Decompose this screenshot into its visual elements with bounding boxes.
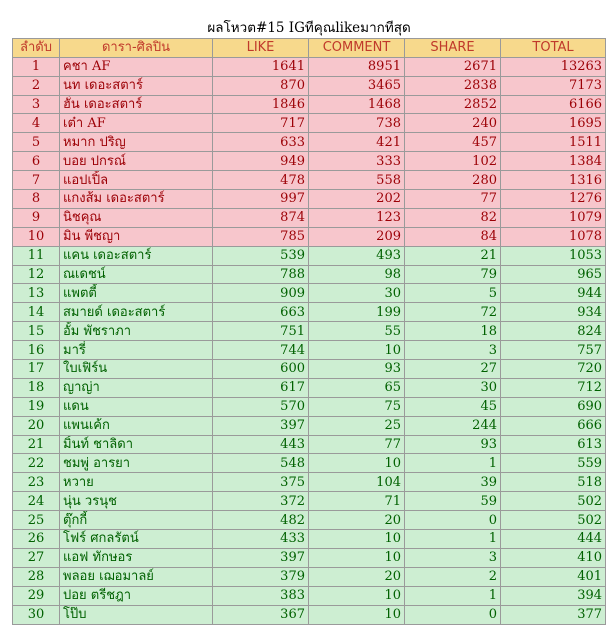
cell-share: 2 — [405, 567, 501, 586]
cell-comment: 421 — [309, 133, 405, 152]
results-table — [12, 20, 606, 625]
cell-like: 478 — [213, 171, 309, 190]
table-row — [13, 190, 606, 209]
cell-like: 785 — [213, 227, 309, 246]
cell-comment: 202 — [309, 190, 405, 209]
cell-rank: 25 — [13, 511, 60, 530]
cell-comment: 93 — [309, 360, 405, 379]
cell-rank: 24 — [13, 492, 60, 511]
cell-rank: 21 — [13, 435, 60, 454]
cell-comment: 71 — [309, 492, 405, 511]
cell-total: 377 — [501, 605, 606, 624]
cell-total: 410 — [501, 548, 606, 567]
cell-comment: 20 — [309, 567, 405, 586]
cell-name: แพนเค้ก — [60, 416, 213, 435]
cell-rank: 16 — [13, 341, 60, 360]
cell-name: สมายด์ เดอะสตาร์ — [60, 303, 213, 322]
cell-total: 7173 — [501, 76, 606, 95]
cell-rank: 15 — [13, 322, 60, 341]
cell-like: 367 — [213, 605, 309, 624]
cell-total: 1079 — [501, 208, 606, 227]
cell-total: 1316 — [501, 171, 606, 190]
cell-name: บอย ปกรณ์ — [60, 152, 213, 171]
table-row — [13, 567, 606, 586]
table-row — [13, 360, 606, 379]
cell-name: เต๋า AF — [60, 114, 213, 133]
table-row — [13, 284, 606, 303]
cell-total: 720 — [501, 360, 606, 379]
table-row — [13, 303, 606, 322]
header-rank: ลำดับ — [13, 38, 60, 57]
cell-share: 3 — [405, 548, 501, 567]
cell-share: 0 — [405, 605, 501, 624]
cell-rank: 6 — [13, 152, 60, 171]
cell-total: 712 — [501, 378, 606, 397]
cell-like: 633 — [213, 133, 309, 152]
cell-total: 444 — [501, 530, 606, 549]
cell-total: 666 — [501, 416, 606, 435]
cell-total: 965 — [501, 265, 606, 284]
cell-rank: 28 — [13, 567, 60, 586]
cell-share: 82 — [405, 208, 501, 227]
table-row — [13, 114, 606, 133]
cell-comment: 75 — [309, 397, 405, 416]
cell-total: 1511 — [501, 133, 606, 152]
cell-name: แอฟ ทักษอร — [60, 548, 213, 567]
cell-like: 788 — [213, 265, 309, 284]
cell-name: แกงส้ม เดอะสตาร์ — [60, 190, 213, 209]
table-row — [13, 548, 606, 567]
cell-rank: 30 — [13, 605, 60, 624]
cell-like: 433 — [213, 530, 309, 549]
cell-comment: 738 — [309, 114, 405, 133]
table-row — [13, 530, 606, 549]
cell-share: 280 — [405, 171, 501, 190]
cell-share: 39 — [405, 473, 501, 492]
cell-total: 1053 — [501, 246, 606, 265]
cell-total: 757 — [501, 341, 606, 360]
cell-share: 2671 — [405, 57, 501, 76]
cell-name: หมาก ปริญ — [60, 133, 213, 152]
table-title: ผลโหวต#15 IGที่คุณlikeมากที่สุด — [13, 20, 606, 38]
cell-total: 690 — [501, 397, 606, 416]
cell-comment: 10 — [309, 586, 405, 605]
cell-rank: 18 — [13, 378, 60, 397]
cell-name: ฮั่น เดอะสตาร์ — [60, 95, 213, 114]
table-row — [13, 416, 606, 435]
cell-share: 27 — [405, 360, 501, 379]
cell-name: ปอย ตรีชฎา — [60, 586, 213, 605]
cell-rank: 20 — [13, 416, 60, 435]
cell-rank: 17 — [13, 360, 60, 379]
cell-total: 1384 — [501, 152, 606, 171]
cell-name: ใบเฟิร์น — [60, 360, 213, 379]
cell-like: 600 — [213, 360, 309, 379]
cell-name: ชมพู่ อารยา — [60, 454, 213, 473]
cell-share: 1 — [405, 530, 501, 549]
cell-share: 3 — [405, 341, 501, 360]
cell-comment: 558 — [309, 171, 405, 190]
cell-rank: 7 — [13, 171, 60, 190]
cell-share: 30 — [405, 378, 501, 397]
cell-comment: 10 — [309, 605, 405, 624]
cell-rank: 5 — [13, 133, 60, 152]
cell-comment: 3465 — [309, 76, 405, 95]
cell-share: 457 — [405, 133, 501, 152]
cell-comment: 199 — [309, 303, 405, 322]
table-row — [13, 605, 606, 624]
cell-rank: 14 — [13, 303, 60, 322]
table-row — [13, 208, 606, 227]
table-row — [13, 152, 606, 171]
cell-rank: 22 — [13, 454, 60, 473]
cell-like: 397 — [213, 416, 309, 435]
cell-name: โฟร์ ศกลรัตน์ — [60, 530, 213, 549]
cell-comment: 30 — [309, 284, 405, 303]
cell-share: 59 — [405, 492, 501, 511]
cell-share: 21 — [405, 246, 501, 265]
cell-share: 244 — [405, 416, 501, 435]
cell-rank: 4 — [13, 114, 60, 133]
table-row — [13, 133, 606, 152]
cell-rank: 8 — [13, 190, 60, 209]
cell-like: 443 — [213, 435, 309, 454]
cell-name: นิชคุณ — [60, 208, 213, 227]
header-share: SHARE — [405, 38, 501, 57]
table-row — [13, 492, 606, 511]
cell-share: 84 — [405, 227, 501, 246]
cell-comment: 123 — [309, 208, 405, 227]
cell-total: 1078 — [501, 227, 606, 246]
cell-share: 77 — [405, 190, 501, 209]
cell-name: แอปเปิ้ล — [60, 171, 213, 190]
cell-like: 744 — [213, 341, 309, 360]
cell-rank: 9 — [13, 208, 60, 227]
cell-name: ณเดชน์ — [60, 265, 213, 284]
cell-name: นท เดอะสตาร์ — [60, 76, 213, 95]
cell-rank: 26 — [13, 530, 60, 549]
table-row — [13, 586, 606, 605]
cell-name: ญาญ่า — [60, 378, 213, 397]
cell-total: 934 — [501, 303, 606, 322]
cell-rank: 29 — [13, 586, 60, 605]
cell-like: 617 — [213, 378, 309, 397]
table-row — [13, 454, 606, 473]
table-row — [13, 95, 606, 114]
cell-total: 13263 — [501, 57, 606, 76]
cell-like: 949 — [213, 152, 309, 171]
cell-like: 1641 — [213, 57, 309, 76]
cell-comment: 333 — [309, 152, 405, 171]
cell-total: 6166 — [501, 95, 606, 114]
cell-comment: 98 — [309, 265, 405, 284]
cell-name: โป๊บ — [60, 605, 213, 624]
cell-like: 548 — [213, 454, 309, 473]
cell-rank: 11 — [13, 246, 60, 265]
cell-name: พลอย เฌอมาลย์ — [60, 567, 213, 586]
header-total: TOTAL — [501, 38, 606, 57]
cell-share: 79 — [405, 265, 501, 284]
cell-like: 997 — [213, 190, 309, 209]
cell-like: 372 — [213, 492, 309, 511]
cell-rank: 1 — [13, 57, 60, 76]
cell-like: 375 — [213, 473, 309, 492]
cell-comment: 8951 — [309, 57, 405, 76]
header-name: ดารา-ศิลปิน — [60, 38, 213, 57]
header-comment: COMMENT — [309, 38, 405, 57]
table-row — [13, 171, 606, 190]
cell-comment: 10 — [309, 454, 405, 473]
cell-like: 539 — [213, 246, 309, 265]
table-row — [13, 511, 606, 530]
cell-comment: 10 — [309, 341, 405, 360]
cell-like: 717 — [213, 114, 309, 133]
cell-share: 5 — [405, 284, 501, 303]
cell-comment: 1468 — [309, 95, 405, 114]
cell-name: มารี่ — [60, 341, 213, 360]
cell-total: 559 — [501, 454, 606, 473]
cell-rank: 13 — [13, 284, 60, 303]
cell-total: 502 — [501, 492, 606, 511]
cell-like: 383 — [213, 586, 309, 605]
cell-like: 874 — [213, 208, 309, 227]
cell-like: 663 — [213, 303, 309, 322]
cell-comment: 493 — [309, 246, 405, 265]
cell-name: นุ่น วรนุช — [60, 492, 213, 511]
cell-rank: 27 — [13, 548, 60, 567]
cell-total: 824 — [501, 322, 606, 341]
cell-like: 397 — [213, 548, 309, 567]
cell-like: 570 — [213, 397, 309, 416]
cell-rank: 10 — [13, 227, 60, 246]
cell-rank: 3 — [13, 95, 60, 114]
cell-total: 502 — [501, 511, 606, 530]
table-row — [13, 57, 606, 76]
table-row — [13, 76, 606, 95]
cell-like: 482 — [213, 511, 309, 530]
table-row — [13, 397, 606, 416]
cell-share: 0 — [405, 511, 501, 530]
cell-total: 401 — [501, 567, 606, 586]
cell-rank: 12 — [13, 265, 60, 284]
cell-like: 379 — [213, 567, 309, 586]
cell-total: 613 — [501, 435, 606, 454]
cell-like: 751 — [213, 322, 309, 341]
cell-comment: 20 — [309, 511, 405, 530]
cell-total: 394 — [501, 586, 606, 605]
cell-comment: 10 — [309, 530, 405, 549]
table-row — [13, 227, 606, 246]
table-row — [13, 246, 606, 265]
table-row — [13, 265, 606, 284]
cell-name: อั้ม พัชราภา — [60, 322, 213, 341]
cell-comment: 55 — [309, 322, 405, 341]
table-row — [13, 378, 606, 397]
table-row — [13, 473, 606, 492]
cell-share: 72 — [405, 303, 501, 322]
cell-share: 45 — [405, 397, 501, 416]
cell-name: ตุ๊กกี้ — [60, 511, 213, 530]
cell-share: 93 — [405, 435, 501, 454]
cell-share: 2838 — [405, 76, 501, 95]
cell-total: 518 — [501, 473, 606, 492]
cell-comment: 209 — [309, 227, 405, 246]
cell-share: 240 — [405, 114, 501, 133]
cell-name: คชา AF — [60, 57, 213, 76]
cell-like: 1846 — [213, 95, 309, 114]
cell-rank: 19 — [13, 397, 60, 416]
cell-name: มิน พีชญา — [60, 227, 213, 246]
cell-comment: 77 — [309, 435, 405, 454]
cell-name: แคน เดอะสตาร์ — [60, 246, 213, 265]
cell-total: 1695 — [501, 114, 606, 133]
cell-rank: 2 — [13, 76, 60, 95]
cell-name: มิ้นท์ ชาลิดา — [60, 435, 213, 454]
table-body — [13, 57, 606, 624]
cell-rank: 23 — [13, 473, 60, 492]
cell-like: 870 — [213, 76, 309, 95]
cell-comment: 104 — [309, 473, 405, 492]
cell-total: 1276 — [501, 190, 606, 209]
header-like: LIKE — [213, 38, 309, 57]
cell-share: 102 — [405, 152, 501, 171]
table-row — [13, 341, 606, 360]
cell-share: 1 — [405, 454, 501, 473]
cell-comment: 25 — [309, 416, 405, 435]
header-row — [13, 38, 606, 57]
cell-share: 18 — [405, 322, 501, 341]
cell-name: แพตตี้ — [60, 284, 213, 303]
table-row — [13, 322, 606, 341]
cell-name: แดน — [60, 397, 213, 416]
cell-like: 909 — [213, 284, 309, 303]
cell-share: 1 — [405, 586, 501, 605]
table-row — [13, 435, 606, 454]
cell-name: หวาย — [60, 473, 213, 492]
cell-comment: 65 — [309, 378, 405, 397]
cell-total: 944 — [501, 284, 606, 303]
cell-comment: 10 — [309, 548, 405, 567]
cell-share: 2852 — [405, 95, 501, 114]
